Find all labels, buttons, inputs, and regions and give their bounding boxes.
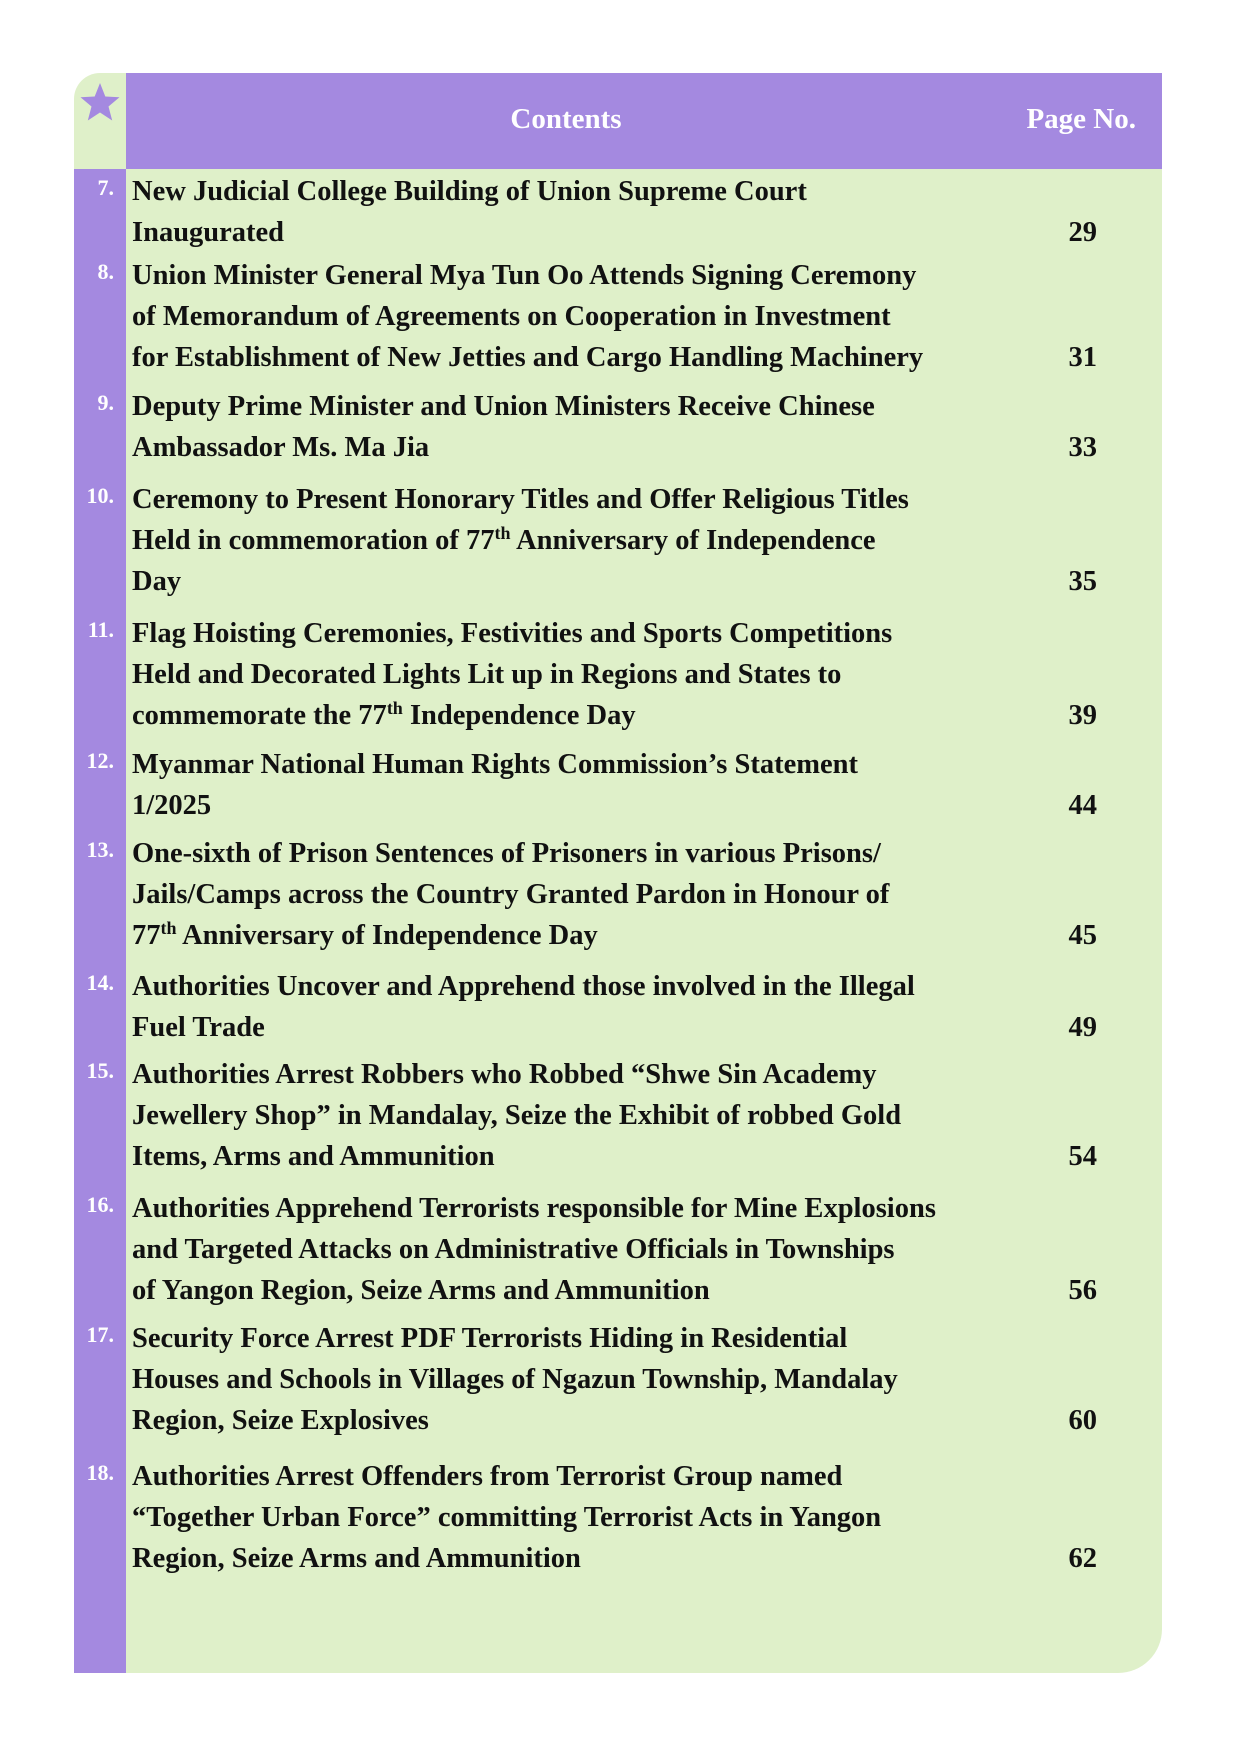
ordinal-suffix: th [386, 698, 403, 718]
entry-title-text: 77 [132, 920, 161, 951]
entry-title-line: Region, Seize Explosives [132, 1405, 429, 1436]
entry-title [132, 255, 992, 378]
entry-page-number: 49 [1068, 1012, 1097, 1043]
contents-panel [74, 73, 1162, 1673]
entry-title-line [132, 695, 992, 736]
entry-number: 9. [97, 390, 114, 415]
entry-page-number: 33 [1068, 432, 1097, 463]
entry-title-line: New Judicial College Building of Union Supreme Court [132, 176, 807, 207]
entry-title-line: Deputy Prime Minister and Union Ministers Receive Chinese [132, 391, 875, 422]
entry-title-line: Ambassador Ms. Ma Jia [132, 432, 430, 463]
entry-number: 12. [86, 748, 114, 773]
toc-entry[interactable] [74, 833, 1162, 956]
entry-number: 10. [86, 483, 114, 508]
ordinal-suffix: th [160, 918, 177, 938]
entry-title-line: of Yangon Region, Seize Arms and Ammunition [132, 1275, 710, 1306]
contents-header [126, 73, 1162, 169]
entry-title-line: Flag Hoisting Ceremonies, Festivities and Sports Competitions [132, 618, 893, 649]
entry-number: 11. [87, 617, 114, 642]
entry-title-text: Independence Day [402, 700, 636, 731]
entry-title-line: Ceremony to Present Honorary Titles and Offer Religious Titles [132, 484, 909, 515]
toc-entry[interactable] [74, 744, 1162, 826]
toc-entry[interactable] [74, 479, 1162, 602]
entry-title-line: Myanmar National Human Rights Commission’s Statement [132, 749, 858, 780]
entry-number: 16. [86, 1192, 114, 1217]
entry-title-line [132, 915, 992, 956]
entry-number: 13. [86, 837, 114, 862]
entry-title-line: Inaugurated [132, 217, 285, 248]
entry-title-text: Anniversary of Independence [510, 525, 876, 556]
entry-title-text: commemorate the 77 [132, 700, 387, 731]
toc-entry[interactable] [74, 1456, 1162, 1579]
toc-entry[interactable] [74, 613, 1162, 736]
ordinal-suffix: th [494, 523, 511, 543]
entry-page-number: 39 [1068, 700, 1097, 731]
entry-title-line: Security Force Arrest PDF Terrorists Hiding in Residential [132, 1323, 848, 1354]
entry-title [132, 744, 992, 826]
entry-title-line: Jails/Camps across the Country Granted Pardon in Honour of [132, 879, 890, 910]
entry-title [132, 1188, 992, 1311]
entry-number: 15. [86, 1058, 114, 1083]
entry-title-line: for Establishment of New Jetties and Cargo Handling Machinery [132, 342, 924, 373]
toc-entry[interactable] [74, 386, 1162, 468]
toc-entry[interactable] [74, 1318, 1162, 1441]
entry-title [132, 171, 992, 253]
entry-title-line: Day [132, 566, 182, 597]
entry-title-line: Authorities Arrest Robbers who Robbed “Shwe Sin Academy [132, 1059, 877, 1090]
entry-number: 17. [86, 1322, 114, 1347]
entry-title-line: 1/2025 [132, 790, 212, 821]
entry-title-line: Authorities Uncover and Apprehend those involved in the Illegal [132, 971, 915, 1002]
star-icon [78, 81, 122, 125]
entry-number: 8. [97, 259, 114, 284]
entry-number: 7. [97, 175, 114, 200]
entry-title [132, 479, 992, 602]
entry-page-number: 54 [1068, 1141, 1097, 1172]
toc-entry[interactable] [74, 1188, 1162, 1311]
toc-entry[interactable] [74, 1054, 1162, 1177]
entry-title-line: and Targeted Attacks on Administrative Officials in Townships [132, 1234, 895, 1265]
entry-title-text: Held in commemoration of 77 [132, 525, 495, 556]
toc-entry[interactable] [74, 966, 1162, 1048]
contents-heading: Contents [510, 103, 622, 135]
entry-title-line: Items, Arms and Ammunition [132, 1141, 495, 1172]
entry-page-number: 29 [1068, 217, 1097, 248]
entry-title-text: Anniversary of Independence Day [176, 920, 598, 951]
entry-title [132, 833, 992, 956]
entry-page-number: 31 [1068, 342, 1097, 373]
entry-title [132, 1054, 992, 1177]
entry-title-line: “Together Urban Force” committing Terrorist Acts in Yangon [132, 1502, 882, 1533]
entry-title [132, 1318, 992, 1441]
entry-title-line: Authorities Apprehend Terrorists responsible for Mine Explosions [132, 1193, 936, 1224]
entry-page-number: 60 [1068, 1405, 1097, 1436]
entry-page-number: 45 [1068, 920, 1097, 951]
entry-title [132, 386, 992, 468]
entry-title-line: Authorities Arrest Offenders from Terrorist Group named [132, 1461, 843, 1492]
entry-page-number: 56 [1068, 1275, 1097, 1306]
entry-page-number: 62 [1068, 1543, 1097, 1574]
entry-title [132, 1456, 992, 1579]
entry-title [132, 613, 992, 736]
entry-title-line: of Memorandum of Agreements on Cooperation in Investment [132, 301, 891, 332]
entry-title-line: Fuel Trade [132, 1012, 265, 1043]
entry-number: 14. [86, 970, 114, 995]
entry-title-line: Jewellery Shop” in Mandalay, Seize the Exhibit of robbed Gold [132, 1100, 902, 1131]
entry-page-number: 44 [1068, 790, 1097, 821]
entry-page-number: 35 [1068, 566, 1097, 597]
entry-number: 18. [86, 1460, 114, 1485]
page-no-heading: Page No. [1026, 103, 1136, 135]
entry-title-line [132, 520, 992, 561]
toc-entry[interactable] [74, 171, 1162, 253]
entry-title-line: Houses and Schools in Villages of Ngazun Township, Mandalay [132, 1364, 898, 1395]
toc-entry[interactable] [74, 255, 1162, 378]
entry-title-line: Held and Decorated Lights Lit up in Regions and States to [132, 659, 842, 690]
entry-title-line: One-sixth of Prison Sentences of Prisoners in various Prisons/ [132, 838, 881, 869]
entry-title-line: Union Minister General Mya Tun Oo Attends Signing Ceremony [132, 260, 917, 291]
entry-title [132, 966, 992, 1048]
entry-title-line: Region, Seize Arms and Ammunition [132, 1543, 581, 1574]
